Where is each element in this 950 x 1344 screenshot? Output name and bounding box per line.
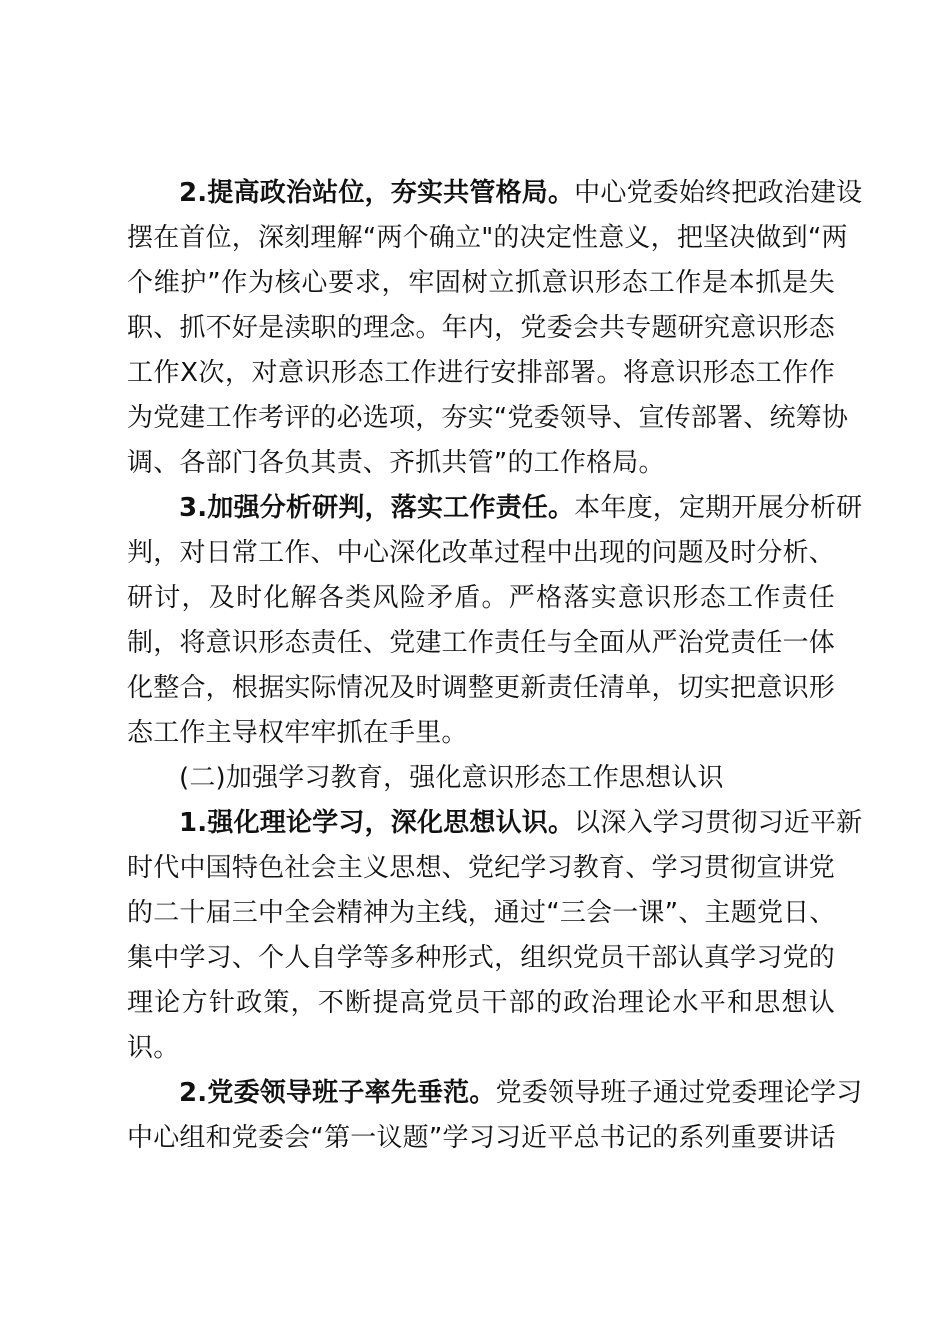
paragraph-leadership xyxy=(127,1071,863,1161)
section-title: (二)加强学习教育，强化意识形态工作思想认识 xyxy=(179,763,724,793)
text-line: 调、各部门各负其责、齐抓共管”的工作格局。 xyxy=(127,448,665,478)
text-line: 中心组和党委会“第一议题”学习习近平总书记的系列重要讲话 xyxy=(127,1123,836,1153)
text-line: 研讨，及时化解各类风险矛盾。严格落实意识形态工作责任 xyxy=(127,583,835,613)
paragraph-political-standing xyxy=(127,171,863,486)
paragraph-text: 中心党委始终把政治建设 xyxy=(574,178,863,208)
text-line: 集中学习、个人自学等多种形式，组织党员干部认真学习党的 xyxy=(127,943,835,973)
text-line xyxy=(127,1071,863,1116)
text-line: 制，将意识形态责任、党建工作责任与全面从严治党责任一体 xyxy=(127,628,835,658)
paragraph-heading: 1.强化理论学习，深化思想认识。 xyxy=(179,808,575,838)
text-line: 理论方针政策，不断提高党员干部的政治理论水平和思想认 xyxy=(127,988,835,1018)
paragraph-heading: 3.加强分析研判，落实工作责任。 xyxy=(179,493,575,523)
text-line: 工作Ⅹ次，对意识形态工作进行安排部署。将意识形态工作作 xyxy=(127,358,835,388)
document-page xyxy=(127,171,863,1161)
text-line: 时代中国特色社会主义思想、党纪学习教育、学习贯彻宣讲党 xyxy=(127,853,835,883)
text-line xyxy=(127,171,863,216)
text-line: 态工作主导权牢牢抓在手里。 xyxy=(127,718,468,748)
paragraph-text: 党委领导班子通过党委理论学习 xyxy=(495,1078,863,1108)
text-line: 摆在首位，深刻理解“两个确立"的决定性意义，把坚决做到“两 xyxy=(127,223,848,253)
text-line: 判，对日常工作、中心深化改革过程中出现的问题及时分析、 xyxy=(127,538,835,568)
paragraph-theory xyxy=(127,801,863,1071)
text-line: 的二十届三中全会精神为主线，通过“三会一课”、主题党日、 xyxy=(127,898,836,928)
paragraph-heading: 2.提高政治站位，夯实共管格局。 xyxy=(179,178,575,208)
text-line: 职、抓不好是渎职的理念。年内，党委会共专题研究意识形态 xyxy=(127,313,835,343)
paragraph-text: 本年度，定期开展分析研 xyxy=(574,493,863,523)
paragraph-text: 以深入学习贯彻习近平新 xyxy=(574,808,863,838)
text-line xyxy=(127,486,863,531)
text-line xyxy=(127,801,863,846)
paragraph-analysis xyxy=(127,486,863,756)
text-line: 为党建工作考评的必选项，夯实“党委领导、宣传部署、统筹协 xyxy=(127,403,849,433)
text-line: 化整合，根据实际情况及时调整更新责任清单，切实把意识形 xyxy=(127,673,835,703)
section-heading xyxy=(127,756,835,801)
text-line: 个维护”作为核心要求，牢固树立抓意识形态工作是本抓是失 xyxy=(127,268,835,298)
text-line: 识。 xyxy=(127,1033,180,1063)
paragraph-heading: 2.党委领导班子率先垂范。 xyxy=(179,1078,496,1108)
